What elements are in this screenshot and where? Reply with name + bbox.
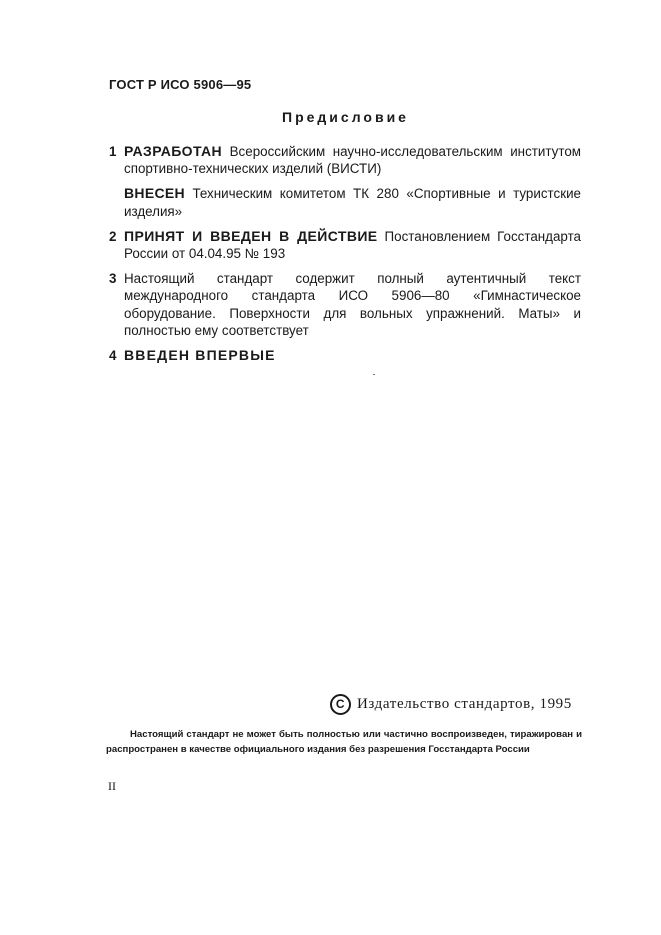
list-item xyxy=(109,270,581,339)
item-body xyxy=(124,347,581,364)
reproduction-notice: Настоящий стандарт не может быть полностью или частично воспроизведен, тиражирован и распространен в качестве официального издания без разрешения Госстандарта России xyxy=(106,729,582,755)
item-text: Настоящий стандарт содержит полный аутентичный текст международного стандарта ИСО 5906—80 «Гимнастическое оборудование. Поверхности для вольных упражнений. Маты» и полностью ему соответствует xyxy=(124,271,581,338)
page-number: II xyxy=(108,779,116,793)
item-body xyxy=(124,270,581,339)
item-text: Постановлением Госстандарта России от 04.04.95 № 193 xyxy=(124,228,582,262)
standard-code: ГОСТ Р ИСО 5906—95 xyxy=(109,77,252,92)
list-item xyxy=(109,143,581,177)
list-subitem xyxy=(124,185,581,219)
list-item xyxy=(109,347,581,364)
item-lead: ВНЕСЕН xyxy=(124,185,185,202)
item-number: 3 xyxy=(109,271,117,287)
item-number: 2 xyxy=(109,228,117,244)
item-lead: ПРИНЯТ И ВВЕДЕН В ДЕЙСТВИЕ xyxy=(124,227,378,244)
foreword-list xyxy=(109,143,581,372)
item-lead: РАЗРАБОТАН xyxy=(124,143,223,159)
item-text: Техническим комитетом ТК 280 «Спортивные и туристские изделия» xyxy=(124,186,581,219)
item-number: 4 xyxy=(109,348,117,364)
item-lead: ВВЕДЕН ВПЕРВЫЕ xyxy=(124,347,276,364)
section-title: Предисловие xyxy=(282,109,409,125)
item-number: 1 xyxy=(109,144,117,159)
copyright-icon: С xyxy=(330,694,351,715)
copyright-text: Издательство стандартов, 1995 xyxy=(357,696,572,712)
item-body xyxy=(124,143,581,177)
copyright-line xyxy=(330,694,572,715)
scan-speck xyxy=(373,374,375,375)
item-body xyxy=(124,228,581,262)
list-item xyxy=(109,228,581,262)
item-text: Всероссийским научно-исследовательским институтом спортивно-технических изделий (ВИСТИ) xyxy=(124,144,581,177)
